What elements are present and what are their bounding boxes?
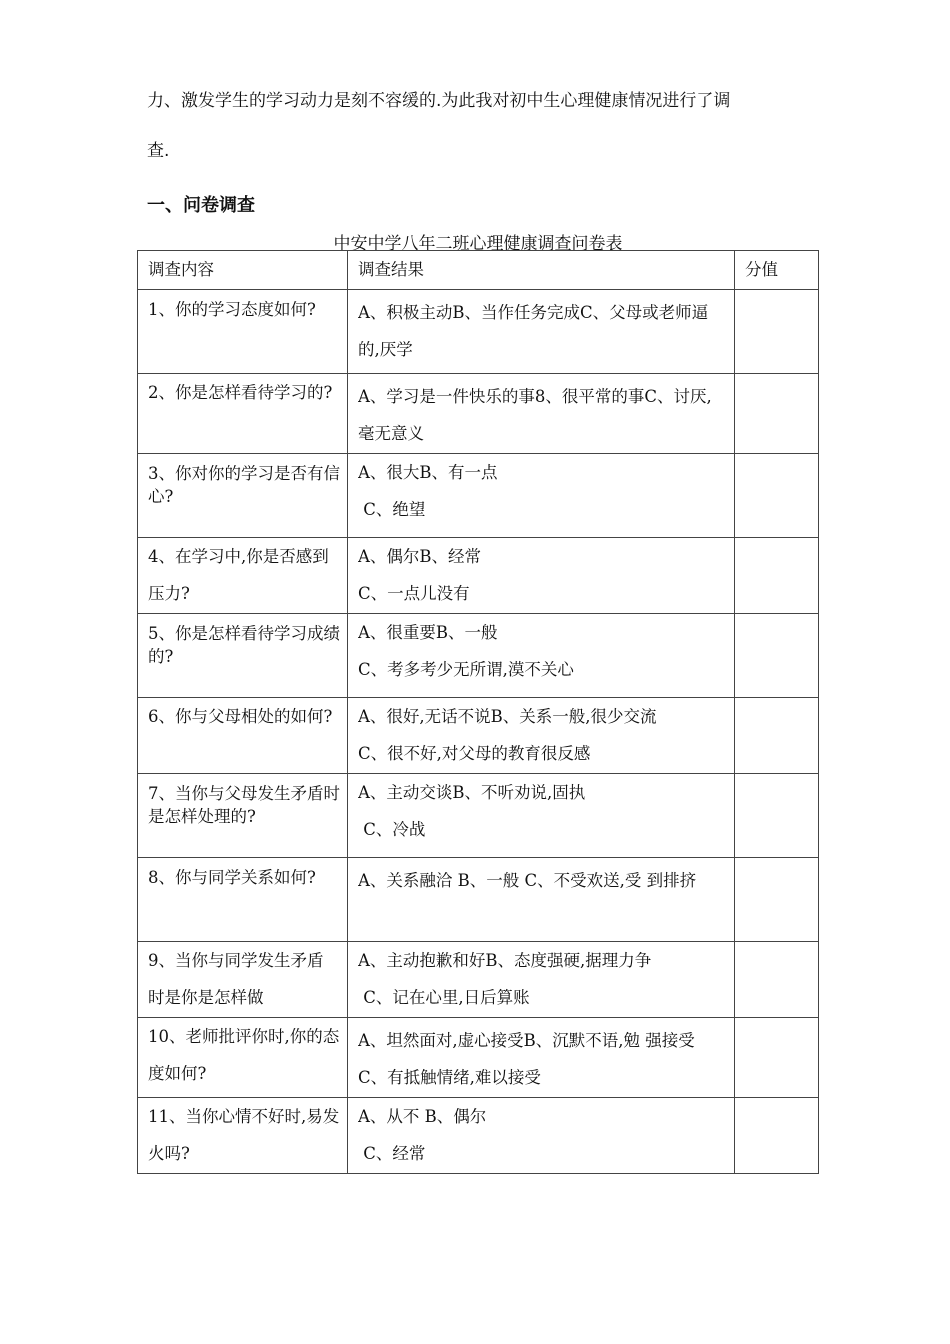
answer-cell: A、从不 B、偶尔 C、经常 (348, 1098, 735, 1174)
question-cell: 11、当你心情不好时,易发火吗? (138, 1098, 348, 1174)
table-row (138, 1018, 819, 1098)
answer-cell: A、坦然面对,虚心接受B、沉默不语,勉 强接受 C、有抵触情绪,难以接受 (348, 1018, 735, 1098)
answer-cell: A、很大B、有一点 C、绝望 (348, 454, 735, 538)
score-cell[interactable] (735, 454, 819, 538)
question-cell: 3、你对你的学习是否有信心? (138, 454, 348, 538)
header-question: 调查内容 (138, 251, 348, 290)
question-cell: 1、你的学习态度如何? (138, 290, 348, 374)
survey-table (137, 250, 819, 1174)
table-row (138, 774, 819, 858)
answer-cell: A、主动交谈B、不听劝说,固执 C、冷战 (348, 774, 735, 858)
score-cell[interactable] (735, 374, 819, 454)
score-cell[interactable] (735, 774, 819, 858)
score-cell[interactable] (735, 290, 819, 374)
question-cell: 6、你与父母相处的如何? (138, 698, 348, 774)
answer-cell: A、很好,无话不说B、关系一般,很少交流 C、很不好,对父母的教育很反感 (348, 698, 735, 774)
score-cell[interactable] (735, 698, 819, 774)
paragraph-line-1: 力、激发学生的学习动力是刻不容缓的.为此我对初中生心理健康情况进行了调 (147, 91, 731, 111)
table-row (138, 454, 819, 538)
question-cell: 4、在学习中,你是否感到压力? (138, 538, 348, 614)
answer-cell: A、很重要B、一般 C、考多考少无所谓,漠不关心 (348, 614, 735, 698)
header-score: 分值 (735, 251, 819, 290)
score-cell[interactable] (735, 1098, 819, 1174)
table-row (138, 614, 819, 698)
table-row (138, 290, 819, 374)
table-caption: 中安中学八年二班心理健康调查问卷表 (333, 234, 623, 254)
table-row (138, 374, 819, 454)
question-cell: 8、你与同学关系如何? (138, 858, 348, 942)
table-row (138, 538, 819, 614)
table-row (138, 942, 819, 1018)
table-row (138, 858, 819, 942)
score-cell[interactable] (735, 614, 819, 698)
question-cell: 5、你是怎样看待学习成绩的? (138, 614, 348, 698)
answer-cell: A、学习是一件快乐的事8、很平常的事C、讨厌,毫无意义 (348, 374, 735, 454)
question-cell: 10、老师批评你时,你的态度如何? (138, 1018, 348, 1098)
score-cell[interactable] (735, 1018, 819, 1098)
table-row (138, 698, 819, 774)
section-heading: 一、问卷调查 (147, 195, 255, 216)
answer-cell: A、主动抱歉和好B、态度强硬,据理力争 C、记在心里,日后算账 (348, 942, 735, 1018)
question-cell: 9、当你与同学发生矛盾 时是你是怎样做 (138, 942, 348, 1018)
question-cell: 7、当你与父母发生矛盾时是怎样处理的? (138, 774, 348, 858)
score-cell[interactable] (735, 942, 819, 1018)
answer-cell: A、积极主动B、当作任务完成C、父母或老师逼的,厌学 (348, 290, 735, 374)
question-cell: 2、你是怎样看待学习的? (138, 374, 348, 454)
answer-cell: A、偶尔B、经常 C、一点儿没有 (348, 538, 735, 614)
table-header-row (138, 251, 819, 290)
score-cell[interactable] (735, 538, 819, 614)
paragraph-line-2: 查. (147, 141, 170, 161)
score-cell[interactable] (735, 858, 819, 942)
table-row (138, 1098, 819, 1174)
answer-cell: A、关系融洽 B、一般 C、不受欢送,受 到排挤 (348, 858, 735, 942)
header-answer: 调查结果 (348, 251, 735, 290)
